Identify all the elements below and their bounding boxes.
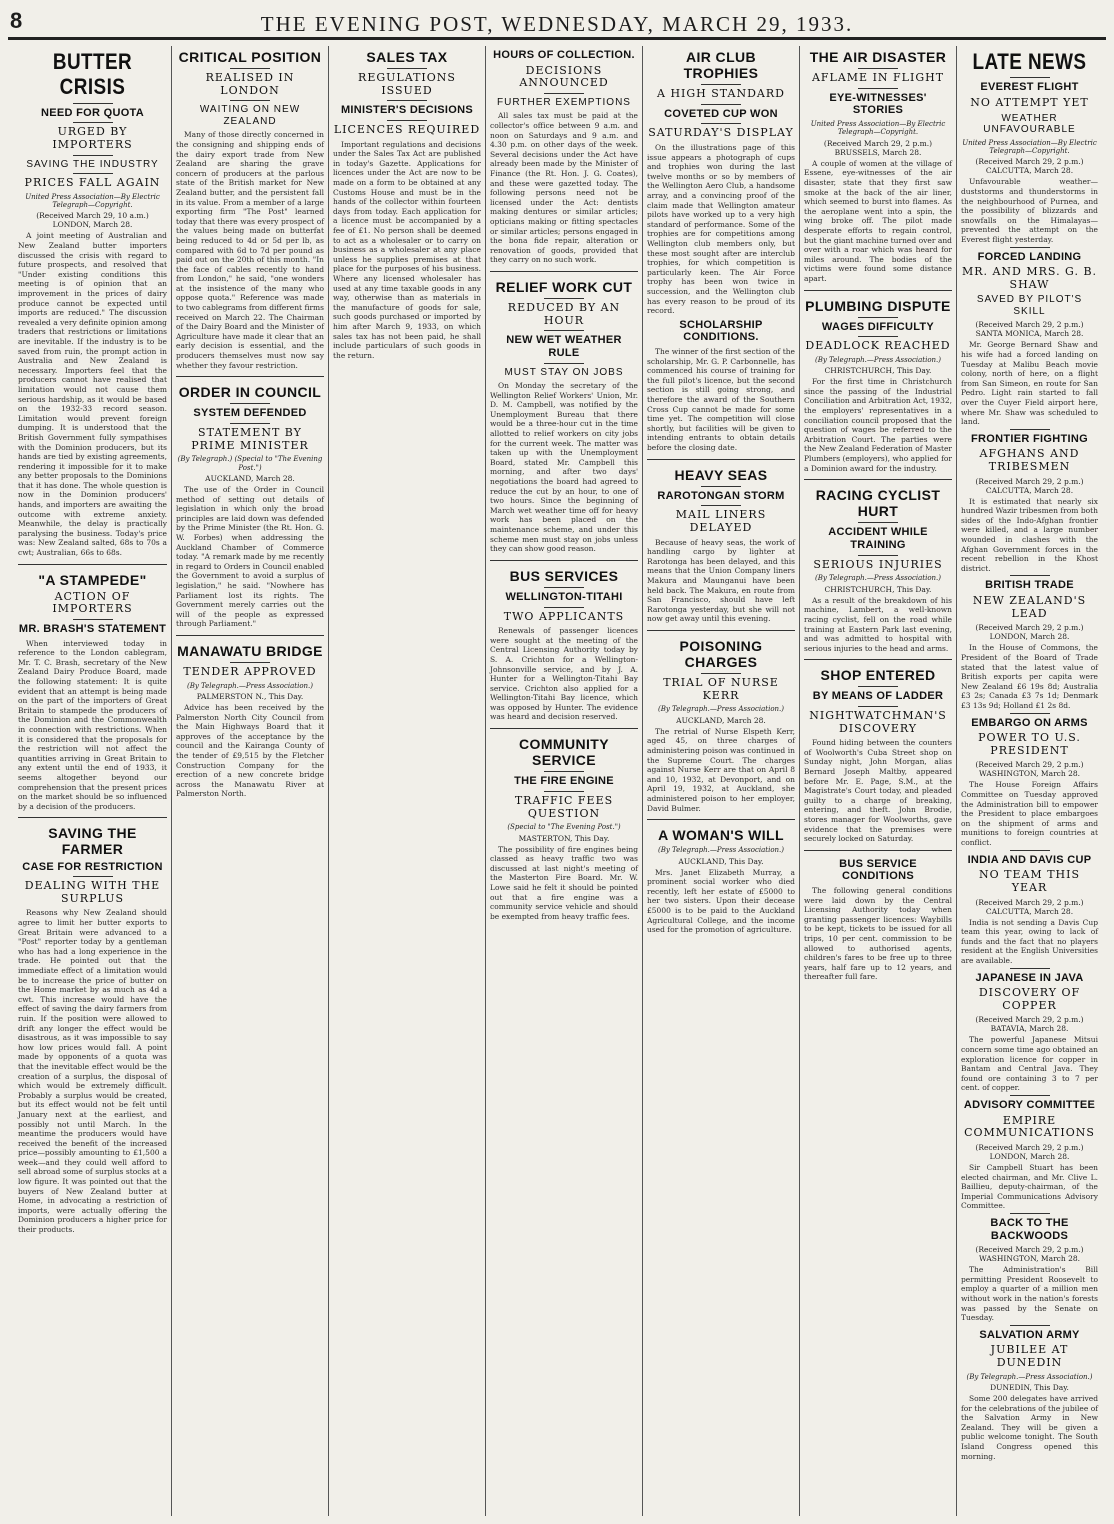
- headline: AIR CLUB TROPHIES: [683, 49, 759, 82]
- article-body: The winner of the first section of the scholarship, Mr. G. P. Carbonnelle, has commenced his course of training for the full pilot's licence, but the second section is still going strong, and therefore the award of the Southern Cross Cup cannot be made for some time yet. The competition will close shortly, but facilities will be given to intending entrants to obtain details before the closing date.: [647, 347, 795, 453]
- divider: [544, 298, 584, 299]
- divider: [73, 103, 113, 104]
- headline: BRITISH TRADE: [985, 579, 1074, 592]
- story-relief-work: [490, 271, 638, 554]
- deck: DISCOVERY OF COPPER: [978, 986, 1081, 1012]
- headline: FRONTIER FIGHTING: [971, 432, 1088, 445]
- deck: SYSTEM DEFENDED: [193, 407, 307, 420]
- deck: NEED FOR QUOTA: [41, 106, 144, 119]
- article-body: Important regulations and decisions under the Sales Tax Act are published in today's Gazette. Applications for licences under the Act are now to be made on a form to be obtained at any Customs House and must be in the hands of the collector within fourteen days from today. Each application for a licence must be accompanied by a fee of £1. No person shall be deemed to act as a wholesaler or to carry on business as a wholesaler at any place unless he supplies premises at that place for the purposes of his business. Where any licensed wholesaler has used at any time taxable goods in any way, otherwise than as materials in the manufacture of goods for sale, such goods purchased or imported by him after March 9, 1933, on which sales tax has not been paid, he shall include particulars of such goods in the return.: [333, 139, 481, 360]
- page-number: 8: [10, 8, 23, 33]
- late-news-section: [961, 49, 1098, 1461]
- deck: ACCIDENT WHILE TRAINING: [828, 526, 928, 552]
- article-body: All sales tax must be paid at the collector's office between 9 a.m. and noon on Saturdays and 9 a.m. and 4.30 p.m. on other days of the week. Several decisions under the Act have already been made by the Minister of Finance (the Rt. Hon. J. G. Coates), and these were gazetted today. The following persons need not be licensed under the Act: dentists making dentures or similar articles; opticians making or fitting spectacles or similar articles; persons engaged in the bona fide repair, alteration or renovation of goods, provided that they carry on no such work.: [490, 111, 638, 265]
- divider: [1010, 968, 1050, 969]
- headline: BACK TO THE BACKWOODS: [990, 1216, 1069, 1242]
- deck: MINISTER'S DECISIONS: [340, 104, 474, 117]
- divider: [544, 363, 584, 364]
- dateline: (Received March 29, 2 p.m.) WASHINGTON, March 28.: [975, 1245, 1084, 1264]
- deck: EMPIRE COMMUNICATIONS: [964, 1113, 1095, 1140]
- section-title: LATE NEWS: [972, 49, 1087, 74]
- dateline: (Received March 29, 2 p.m.) LONDON, March 28.: [975, 1142, 1084, 1161]
- credit-line: (By Telegraph.—Press Association.): [186, 681, 314, 690]
- subhead: HOURS OF COLLECTION.: [493, 49, 635, 61]
- article-body: Mrs. Janet Elizabeth Murray, a prominent social worker who died recently, left her estate of £5000 to her two sisters. Upon their decease £5000 is to be paid to the Auckland Agricultural College, and the income used for the promotion of agriculture.: [647, 867, 795, 935]
- masthead-rule: [8, 37, 1106, 40]
- story-heavy-seas: [647, 459, 795, 624]
- article-body: The powerful Japanese Mitsui concern some time ago obtained an exploration licence for copper in Bantam and Central Java. They found ore containing 3 to 7 per cent. of copper.: [961, 1035, 1098, 1093]
- divider: [1010, 429, 1050, 430]
- divider: [544, 607, 584, 608]
- deck: FURTHER EXEMPTIONS: [497, 96, 631, 108]
- deck: CASE FOR RESTRICTION: [22, 860, 163, 873]
- divider: [858, 88, 898, 89]
- divider: [1010, 850, 1050, 851]
- divider: [1010, 1095, 1050, 1096]
- divider: [544, 93, 584, 94]
- column-2: [171, 46, 328, 1516]
- divider: [1010, 713, 1050, 714]
- article-body: The use of the Order in Council method of setting out details of legislation in which only the broad principles are laid down was defended by the Prime Minister (the Rt. Hon. G. W. Forbes) when addressing the Auckland Chamber of Commerce today. "A remark made by me recently in regard to Orders in Council enabled the Government to avoid a surplus of legislation," he said. "Nowhere has Parliament lost its rights. The Government merely carries out the will of the people as expressed through Parliament.": [176, 485, 324, 629]
- column-6: [799, 46, 956, 1516]
- article-body: As a result of the breakdown of his machine, Lambert, a well-known racing cyclist, fell on the road while training at Eastern Park last evening, and was admitted to hospital with serious injuries to the head and arms.: [804, 595, 952, 653]
- divider: [73, 876, 113, 877]
- divider: [73, 122, 113, 123]
- divider: [230, 68, 270, 69]
- article-body: A couple of women at the village of Essene, eye-witnesses of the air disaster, state that they first saw smoke at the back of the air liner, which seemed to burst into flames. As the aeroplane went into a spin, the wing broke off. The pilot made desperate efforts to regain control, but the giant machine turned over and over with a roar which was heard for miles around. The bodies of the victims were found some distance apart.: [804, 158, 952, 283]
- deck: ACTION OF IMPORTERS: [52, 589, 133, 616]
- deck: THE FIRE ENGINE: [514, 775, 614, 788]
- article-body: Many of those directly concerned in the consigning and shipping ends of the dairy export trade from New Zealand are sharing the grave concern of producers at the parlous state of the British market for New Zealand butter, and the persistent fall in its value. From a member of a large exporting firm "The Post" learned today that there was every prospect of the values being made on butterfat being reduced to 4d or 5d per lb, as compared with 6d to 7d per pound as paid out on the 20th of this month. "In the face of cables recently to hand from London," he said, "one wonders at the insistence of the many who oppose quota." Reference was made to two cablegrams from different firms received on March 22. The Chairman of the Dairy Board and the Minister of Agriculture have made it clear that an early decision is essential, and the producers themselves must now say whether they favour restriction.: [176, 130, 324, 370]
- deck: SERIOUS INJURIES: [813, 557, 943, 571]
- article-body: A joint meeting of Australian and New Zealand butter importers discussed the crisis with regard to future prospects, and resolved that "Under existing conditions this meeting is of opinion that an improvement in the prices of dairy produce cannot be expected until imports are reduced." The discussion revealed a very definite opinion among traders that restrictions or limitations are inevitable. If the industry is to be saved from ruin, the prompt action in Australia and New Zealand is necessary. Importers feel that the producers cannot have realised that limitation would not cause them serious hardship, as it would be based on the 1932-33 record season. Limitation would prevent foreign dumping. It is understood that the British Government fully sympathises with the Dominion producers, but its hands are tied by existing agreements, rendering it impossible for it to make any better proposals to the Dominions that it has done. The whole question is now in the Dominion producers' hands, and importers are awaiting the outcome with extreme anxiety. Meanwhile, the delay is practically paralysing the business. Today's price was: New Zealand salted, 68s to 70s a cwt; Australian, 66s to 68s.: [18, 231, 167, 558]
- article-body: On Monday the secretary of the Wellington Relief Workers' Union, Mr. D. M. Campbell, was notified by the Unemployment Bureau that there would be a three-hour cut in the time allotted to relief workers on city jobs for the current week. The matter was taken up with the Unemployment Board, stated Mr. Campbell this morning, and after two days' negotiations the board had agreed to reduce the cut by an hour, to one of two hours. Since the beginning of March wet weather time off for heavy work has been placed on the maintenance scheme, and under this scheme men must stay on jobs unless they can show good reason.: [490, 381, 638, 554]
- deck: DEADLOCK REACHED: [805, 339, 951, 353]
- column-1: [14, 46, 171, 1516]
- deck: WEATHER UNFAVOURABLE: [983, 112, 1076, 136]
- credit-line: (By Telegraph.—Press Association.): [657, 705, 785, 714]
- article-body: The Administration's Bill permitting President Roosevelt to employ a quarter of a million men without work in the nation's forests was passed by the Senate on Tuesday.: [961, 1265, 1098, 1323]
- headline: SHOP ENTERED: [820, 667, 936, 684]
- headline: EVEREST FLIGHT: [980, 81, 1079, 94]
- story-manawatu-bridge: [176, 635, 324, 799]
- credit-line: (By Telegraph.—Press Association.): [657, 846, 785, 855]
- deck: AFLAME IN FLIGHT: [811, 71, 945, 85]
- divider: [701, 104, 741, 105]
- story-bus-conditions: [804, 850, 952, 982]
- column-3: [328, 46, 485, 1516]
- deck: WELLINGTON-TITAHI: [505, 590, 623, 603]
- deck: URGED BY IMPORTERS: [52, 125, 133, 151]
- deck: NO TEAM THIS YEAR: [978, 868, 1081, 894]
- credit-line: United Press Association—By Electric Telegraph—Copyright.: [810, 120, 946, 137]
- credit-line: (By Telegraph.) (Special to "The Evening Post."): [177, 455, 323, 472]
- article-body: Reasons why New Zealand should agree to limit her butter exports to Great Britain were advanced to a "Post" reporter today by a gentleman who has had a long experience in the trade. He pointed out that the immediate effect of a limitation would be to increase the price of butter on the Home market by as much as 4d a cwt. This increase would have the effect of saving the dairy farmers from ruin. If the position were allowed to drift any longer the effect would be disastrous, as it was impossible to say how low prices would fall. A point made by opponents of a quota was that the inevitable effect would be the creation of a surplus, the disposal of which would be extremely difficult. Probably a surplus would be created, but its effect would not be felt until January next at the earliest, and possibly not until March. In the meantime the producers would have received the benefit of the increased price—possibly amounting to £1,500 a week—and they could well afford to sell abroad some of surplus stocks at a low figure. It was pointed out that the buyers of New Zealand butter at Home, in advocating a restriction of imports, were actually offering the Dominion producers a higher price for their products.: [18, 908, 167, 1235]
- article-body: The House Foreign Affairs Committee on Tuesday approved the Administration bill to empower the President to place embargoes on the shipment of arms and munitions to foreign countries at conflict.: [961, 780, 1098, 848]
- deck: RAROTONGAN STORM: [657, 489, 785, 502]
- deck: REGULATIONS ISSUED: [358, 71, 456, 97]
- deck: EYE-WITNESSES' STORIES: [829, 91, 927, 117]
- masthead: [8, 6, 1106, 40]
- divider: [858, 555, 898, 556]
- divider: [858, 706, 898, 707]
- divider: [544, 771, 584, 772]
- article-body: Advice has been received by the Palmerston North City Council from the Main Highways Board that it approves of the acceptance by the council and the Kairanga County of the tender of £9,515 by the Fletcher Construction Company for the erection of a new concrete bridge across the Manawatu River at Palmerston North.: [176, 703, 324, 799]
- headline: SALES TAX: [366, 49, 448, 65]
- dateline: (Received March 29, 2 p.m.) CALCUTTA, March 28.: [975, 157, 1084, 176]
- column-7-late-news: [956, 46, 1102, 1516]
- deck: WAITING ON NEW ZEALAND: [199, 104, 301, 127]
- headline: ADVISORY COMMITTEE: [963, 1098, 1096, 1111]
- dateline: AUCKLAND, March 28.: [676, 715, 766, 725]
- deck: NEW ZEALAND'S LEAD: [972, 594, 1087, 620]
- article-body: For the first time in Christchurch since the passing of the Industrial Conciliation and Arbitration Act, 1932, the employers' representatives in a conciliation council proposed that the question of wages be referred to the Arbitration Court. The parties were the New Zealand Federation of Master Plumbers (employers), who applied for a Dominion award for the industry.: [804, 377, 952, 473]
- credit-line: (By Telegraph.—Press Association.): [966, 1372, 1093, 1381]
- divider: [544, 330, 584, 331]
- dateline: CHRISTCHURCH, This Day.: [824, 366, 932, 376]
- story-saving-farmer: [18, 817, 167, 1234]
- headline: FORCED LANDING: [977, 250, 1082, 263]
- story-sales-tax-continued: [490, 49, 638, 265]
- divider: [73, 173, 113, 174]
- article-body: Mr. George Bernard Shaw and his wife had a forced landing on Tuesday at Malibu Beach movie colony, north of here, on a flight from San Simeon, en route for San Pedro. Light rain started to fall over the Cuyer Field airport here, where Mr. Shaw was scheduled to land.: [961, 340, 1098, 427]
- headline: RACING CYCLIST HURT: [815, 487, 941, 520]
- column-5: [642, 46, 799, 1516]
- article-body: The retrial of Nurse Elspeth Kerr, aged 45, on three charges of administering poison was continued in the Supreme Court. The charges against Nurse Kerr are that on April 8 and 10, 1932, at Devonport, and on April 19, 1932, at Auckland, she administered poison to her employer, David Bulmer.: [647, 726, 795, 813]
- dateline: PALMERSTON N., This Day.: [196, 692, 304, 702]
- dateline: CHRISTCHURCH, This Day.: [824, 584, 932, 594]
- divider: [230, 100, 270, 101]
- deck: MAIL LINERS DELAYED: [675, 508, 767, 534]
- dateline: (Received March 29, 2 p.m.) SANTA MONICA, March 28.: [975, 320, 1084, 339]
- deck: PRICES FALL AGAIN: [24, 176, 161, 190]
- headline: SAVING THE FARMER: [48, 825, 137, 858]
- story-sales-tax: [333, 49, 481, 360]
- article-body: It is estimated that nearly six hundred Wazir tribesmen from both sides of the Indo-Afghan frontier were killed, and a large number wounded in clashes with the Afghan Government forces in the recent rebellion in the Khost district.: [961, 496, 1098, 573]
- divider: [1010, 1213, 1050, 1214]
- deck: AFGHANS AND TRIBESMEN: [979, 447, 1080, 474]
- dateline: (Received March 29, 2 p.m.) WASHINGTON, March 28.: [975, 760, 1084, 779]
- story-butter-crisis: [18, 49, 167, 558]
- divider: [1010, 575, 1050, 576]
- deck: STATEMENT BY PRIME MINISTER: [191, 425, 309, 452]
- deck: TRAFFIC FEES QUESTION: [514, 793, 614, 820]
- credit-line: United Press Association—By Electric Telegraph—Copyright.: [962, 138, 1097, 155]
- story-womans-will: [647, 819, 795, 935]
- article-body: When interviewed today in reference to the London cablegram, Mr. T. C. Brash, secretary of the New Zealand Dairy Produce Board, made the following statement: It is quite evident that an attempt is being made on the part of the importers of Great Britain to stampede the producers of the Dominion and the Commonwealth in connection with restrictions. When it is considered that the proposals for the restriction will not affect the quantities arriving in Great Britain to any extent until the end of 1933, it seems altogether beyond our comprehension that the present prices on the market should be so influenced by a decision of the producers.: [18, 638, 167, 811]
- story-critical-position: [176, 49, 324, 370]
- divider: [1010, 247, 1050, 248]
- divider: [544, 791, 584, 792]
- deck: TWO APPLICANTS: [503, 609, 625, 623]
- deck: SATURDAY'S DISPLAY: [648, 126, 794, 140]
- headline: PLUMBING DISPUTE: [805, 297, 951, 314]
- dateline: (Received March 29, 2 p.m.) CALCUTTA, March 28.: [975, 897, 1084, 916]
- divider: [1010, 77, 1050, 78]
- headline: SALVATION ARMY: [979, 1328, 1080, 1341]
- divider: [858, 522, 898, 523]
- headline: RELIEF WORK CUT: [495, 278, 633, 295]
- deck: MR. AND MRS. G. B. SHAW: [961, 265, 1098, 291]
- headline: CRITICAL POSITION: [178, 49, 322, 65]
- deck: SAVING THE INDUSTRY: [26, 158, 159, 170]
- article-body: India is not sending a Davis Cup team this year, owing to lack of funds and the fact that no players resident at the English Universities are available.: [961, 917, 1098, 965]
- headline: "A STAMPEDE": [38, 571, 147, 588]
- divider: [858, 686, 898, 687]
- divider: [701, 486, 741, 487]
- newspaper-title: THE EVENING POST, WEDNESDAY, MARCH 29, 1933.: [260, 12, 854, 36]
- deck: REDUCED BY AN HOUR: [507, 301, 621, 327]
- divider: [544, 587, 584, 588]
- deck: LICENCES REQUIRED: [333, 123, 481, 137]
- article-body: Because of heavy seas, the work of handling cargo by lighter at Rarotonga has been delayed, and this means that the Union Company liners Makura and Maunganui have been held back. The Makura, en route from San Francisco, should have left Rarotonga yesterday, but she will not now get away until this evening.: [647, 537, 795, 624]
- story-poisoning-charges: [647, 630, 795, 813]
- headline: ORDER IN COUNCIL: [178, 384, 322, 401]
- article-body: In the House of Commons, the President of the Board of Trade stated that the latest value of British exports per capita were New Zealand £6 19s 8d; Australia £3 2s; Canada £3 7s 1d; Denmark £3 13s 9d; Holland £1 2s 8d.: [961, 643, 1098, 710]
- headline: EMBARGO ON ARMS: [971, 716, 1088, 729]
- deck: NEW WET WEATHER RULE: [506, 334, 622, 359]
- divider: [858, 68, 898, 69]
- deck: REALISED IN LONDON: [205, 71, 295, 97]
- article-body: The following general conditions were laid down by the Central Licensing Authority today when granting passenger licences: Waybills to be kept, tickets to be issued for all trips, 10 per cent. commission to be allowed to authorised agents, children's fares to be free up to three years, half fare up to 12 years, and thereafter full fare.: [804, 886, 952, 982]
- dateline: (Received March 29, 2 p.m.) CALCUTTA, March 28.: [975, 476, 1084, 495]
- divider: [387, 120, 427, 121]
- article-body: The possibility of fire engines being classed as heavy traffic two was discussed at last night's meeting of the Masterton Fire Board. Mr. W. Lowe said he felt it should be pointed out that a fire engine was a community service vehicle and should be exempted from heavy traffic fees.: [490, 844, 638, 921]
- divider: [387, 68, 427, 69]
- deck: TENDER APPROVED: [183, 665, 317, 679]
- deck: NIGHTWATCHMAN'S DISCOVERY: [809, 709, 947, 735]
- story-air-disaster: [804, 49, 952, 284]
- divider: [387, 100, 427, 101]
- dateline: AUCKLAND, This Day.: [678, 856, 764, 866]
- article-body: Renewals of passenger licences were sought at the meeting of the Central Licensing Authority today by S. A. Crichton for a Wellington-Johnsonville service, and by J. A. Hunter for a Wellington-Titahi Bay service. Crichton also applied for a Wellington-Titahi Bay licence, which was opposed by Hunter. The evidence was heard and decision reserved.: [490, 626, 638, 722]
- article-body: Unfavourable weather—duststorms and thunderstorms in the neighbourhood of Purnea, and the possibility of blizzards and snowfalls on the Himalayas—prevented the attempt on the Everest flight yesterday.: [961, 177, 1098, 244]
- deck: POWER TO U.S. PRESIDENT: [978, 731, 1081, 757]
- story-racing-cyclist: [804, 479, 952, 653]
- divider: [701, 84, 741, 85]
- dateline: (Received March 29, 2 p.m.) LONDON, March 28.: [975, 623, 1084, 642]
- deck: DECISIONS ANNOUNCED: [519, 63, 609, 90]
- deck: MR. BRASH'S STATEMENT: [18, 623, 167, 635]
- credit-line: United Press Association—By Electric Telegraph—Copyright.: [25, 192, 160, 210]
- deck: BY MEANS OF LADDER: [812, 690, 944, 703]
- headline: A WOMAN'S WILL: [658, 827, 784, 844]
- story-community-service: [490, 728, 638, 921]
- headline: BUS SERVICES: [509, 567, 619, 584]
- subhead: SCHOLARSHIP CONDITIONS.: [679, 318, 763, 344]
- article-body: Found hiding between the counters of Woolworth's Cuba Street shop on Sunday night, John Morgan, alias Bernard Joseph Maltby, appeared before Mr. E. Page, S.M., at the Magistrate's Court today, and pleaded guilty to a charge of breaking, entering, and theft. John Brodie, stores manager for Woolworths, gave evidence that the premises were securely locked on Saturday.: [804, 738, 952, 844]
- divider: [701, 505, 741, 506]
- dateline: MASTERTON, This Day.: [518, 833, 610, 843]
- divider: [858, 317, 898, 318]
- article-body: Some 200 delegates have arrived for the celebrations of the jubilee of the Salvation Army in New Zealand. They will be given a public welcome tonight. The South Island Congress opened this morning.: [961, 1394, 1098, 1461]
- credit-line: (Special to "The Evening Post."): [507, 823, 621, 832]
- dateline: (Received March 29, 2 p.m.) BRUSSELS, March 28.: [823, 138, 933, 157]
- divider: [701, 673, 741, 674]
- divider: [1010, 1325, 1050, 1326]
- dateline: (Received March 29, 2 p.m.) BATAVIA, March 28.: [975, 1015, 1084, 1034]
- deck: SAVED BY PILOT'S SKILL: [976, 294, 1083, 317]
- divider: [230, 423, 270, 424]
- story-shop-entered: [804, 659, 952, 844]
- article-body: On the illustrations page of this issue appears a photograph of cups and trophies won during the last twelve months or so by members of the Wellington Aero Club, a handsome array, and a convincing proof of the claim made that Wellington amateur pilots have worked up to a very high standard of performance. Some of the trophies are for competitions among Wellington club members only, but these most sought after are interclub trophies, for which competition is particularly keen. The Air Force trophy has been won twice in succession, and the Wellington club has every reason to be proud of its record.: [647, 143, 795, 316]
- story-order-in-council: [176, 376, 324, 629]
- article-body: Sir Campbell Stuart has been elected chairman, and Mr. Clive L. Baillieu, deputy-chairman, of the Imperial Communications Advisory Committee.: [961, 1162, 1098, 1211]
- story-stampede: [18, 564, 167, 812]
- divider: [701, 123, 741, 124]
- deck: MUST STAY ON JOBS: [504, 366, 624, 378]
- dateline: DUNEDIN, This Day.: [990, 1383, 1069, 1393]
- headline: COMMUNITY SERVICE: [519, 736, 609, 769]
- headline: INDIA AND DAVIS CUP: [967, 853, 1092, 866]
- headline: HEAVY SEAS: [674, 466, 768, 483]
- deck: TRIAL OF NURSE KERR: [663, 676, 779, 702]
- deck: A HIGH STANDARD: [657, 87, 785, 101]
- divider: [73, 155, 113, 156]
- headline: POISONING CHARGES: [679, 637, 763, 671]
- dateline: AUCKLAND, March 28.: [205, 474, 295, 484]
- headline: BUTTER CRISIS: [52, 49, 133, 100]
- story-bus-services: [490, 560, 638, 722]
- divider: [73, 619, 113, 620]
- divider: [858, 336, 898, 337]
- divider: [230, 403, 270, 404]
- deck: COVETED CUP WON: [664, 107, 778, 120]
- credit-line: (By Telegraph.—Press Association.): [814, 355, 942, 364]
- divider: [230, 662, 270, 663]
- headline: THE AIR DISASTER: [809, 49, 947, 65]
- story-plumbing-dispute: [804, 290, 952, 474]
- deck: NO ATTEMPT YET: [970, 95, 1089, 109]
- story-air-club-trophies: [647, 49, 795, 453]
- headline: JAPANESE IN JAVA: [975, 971, 1084, 984]
- dateline: (Received March 29, 10 a.m.) LONDON, March 28.: [36, 211, 149, 230]
- deck: WAGES DIFFICULTY: [821, 320, 935, 333]
- deck: JUBILEE AT DUNEDIN: [990, 1343, 1069, 1369]
- credit-line: (By Telegraph.—Press Association.): [814, 574, 942, 583]
- headline: BUS SERVICE CONDITIONS: [839, 857, 917, 883]
- column-4: [485, 46, 642, 1516]
- headline: MANAWATU BRIDGE: [177, 642, 323, 659]
- deck: DEALING WITH THE SURPLUS: [24, 879, 161, 905]
